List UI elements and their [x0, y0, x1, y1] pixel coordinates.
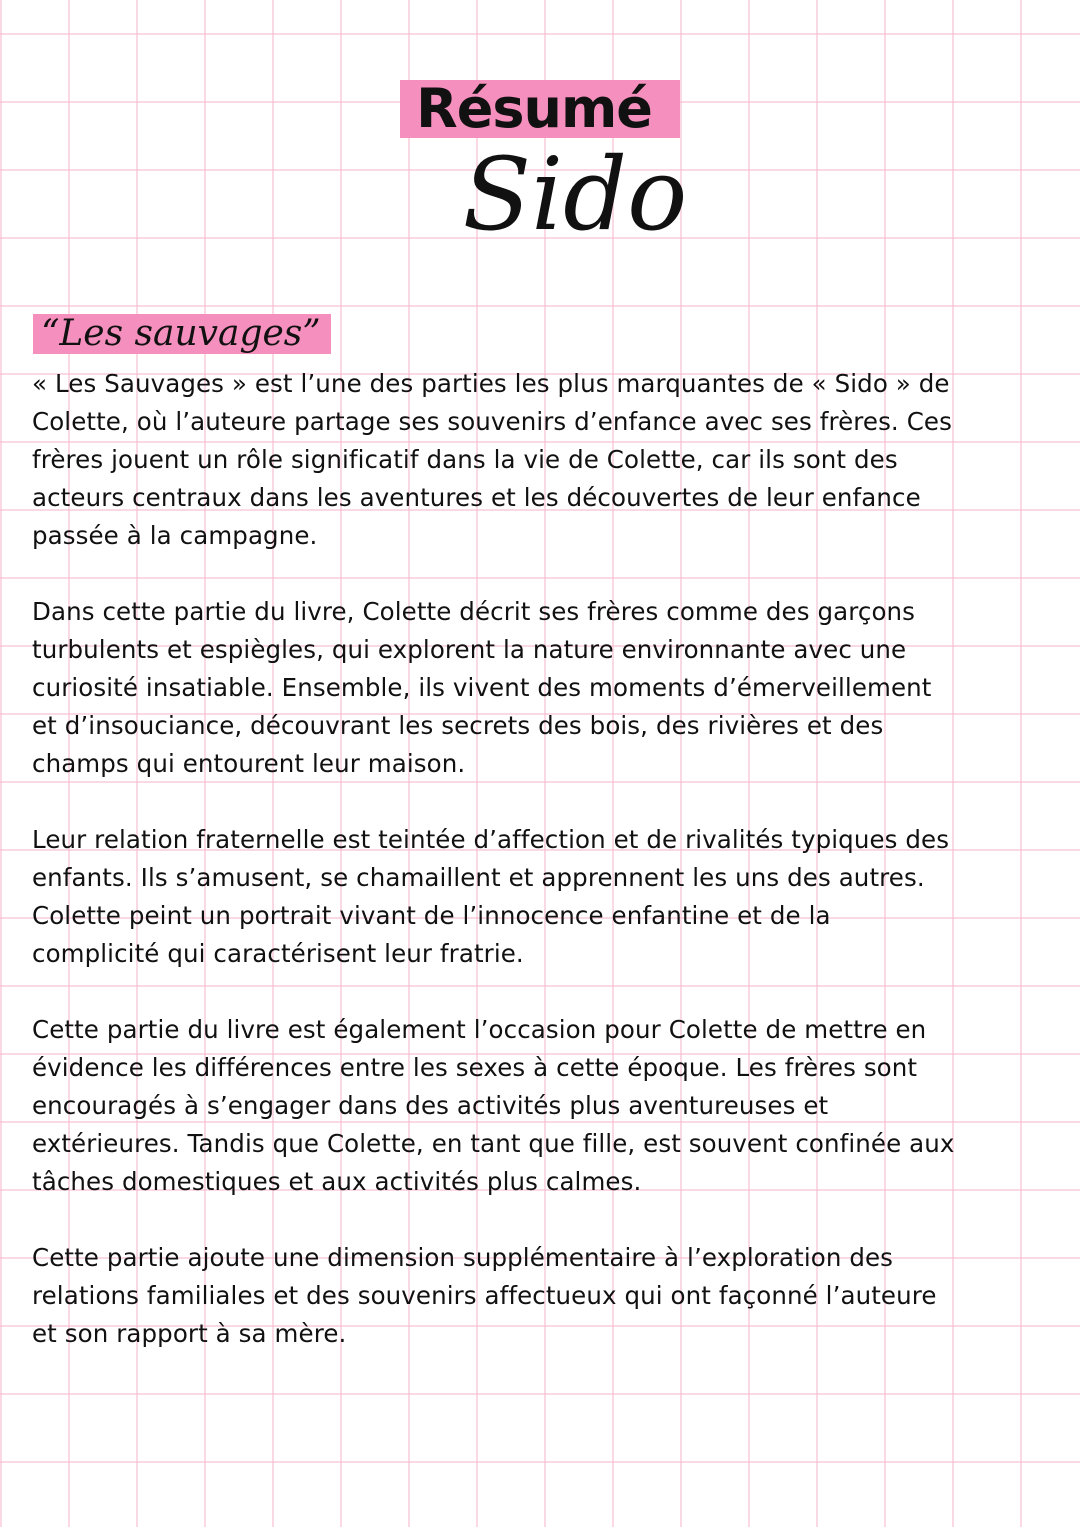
paragraph-3: [32, 821, 1042, 973]
text-line: turbulents et espiègles, qui explorent la nature environnante avec une: [32, 635, 907, 664]
text-line: « Les Sauvages » est l’une des parties les plus marquantes de « Sido » de: [32, 369, 950, 398]
page-subtitle: Sido: [462, 136, 688, 253]
paragraph-2: [32, 593, 1042, 783]
text-line: et son rapport à sa mère.: [32, 1319, 347, 1348]
text-line: évidence les différences entre les sexes à cette époque. Les frères sont: [32, 1053, 918, 1082]
text-line: frères jouent un rôle significatif dans la vie de Colette, car ils sont des: [32, 445, 898, 474]
text-line: Dans cette partie du livre, Colette décrit ses frères comme des garçons: [32, 597, 916, 626]
paragraph-4: [32, 1011, 1042, 1201]
text-line: Colette, où l’auteure partage ses souvenirs d’enfance avec ses frères. Ces: [32, 407, 952, 436]
text-line: Colette peint un portrait vivant de l’innocence enfantine et de la: [32, 901, 831, 930]
text-line: Cette partie ajoute une dimension supplémentaire à l’exploration des: [32, 1243, 894, 1272]
text-line: enfants. Ils s’amusent, se chamaillent et apprennent les uns des autres.: [32, 863, 925, 892]
text-line: extérieures. Tandis que Colette, en tant que fille, est souvent confinée aux: [32, 1129, 955, 1158]
text-line: champs qui entourent leur maison.: [32, 749, 466, 778]
text-line: passée à la campagne.: [32, 521, 318, 550]
section-heading: “Les sauvages”: [33, 314, 331, 354]
text-line: tâches domestiques et aux activités plus calmes.: [32, 1167, 642, 1196]
text-line: Leur relation fraternelle est teintée d’affection et de rivalités typiques des: [32, 825, 950, 854]
text-line: relations familiales et des souvenirs affectueux qui ont façonné l’auteure: [32, 1281, 937, 1310]
summary-body: [32, 365, 1042, 1391]
text-line: complicité qui caractérisent leur fratrie.: [32, 939, 524, 968]
text-line: et d’insouciance, découvrant les secrets des bois, des rivières et des: [32, 711, 884, 740]
text-line: Cette partie du livre est également l’occasion pour Colette de mettre en: [32, 1015, 927, 1044]
paragraph-1: [32, 365, 1042, 555]
text-line: curiosité insatiable. Ensemble, ils vivent des moments d’émerveillement: [32, 673, 932, 702]
title-block: [0, 77, 1080, 140]
paragraph-5: [32, 1239, 1042, 1353]
page-title: Résumé: [400, 80, 680, 138]
text-line: acteurs centraux dans les aventures et les découvertes de leur enfance: [32, 483, 921, 512]
text-line: encouragés à s’engager dans des activités plus aventureuses et: [32, 1091, 829, 1120]
